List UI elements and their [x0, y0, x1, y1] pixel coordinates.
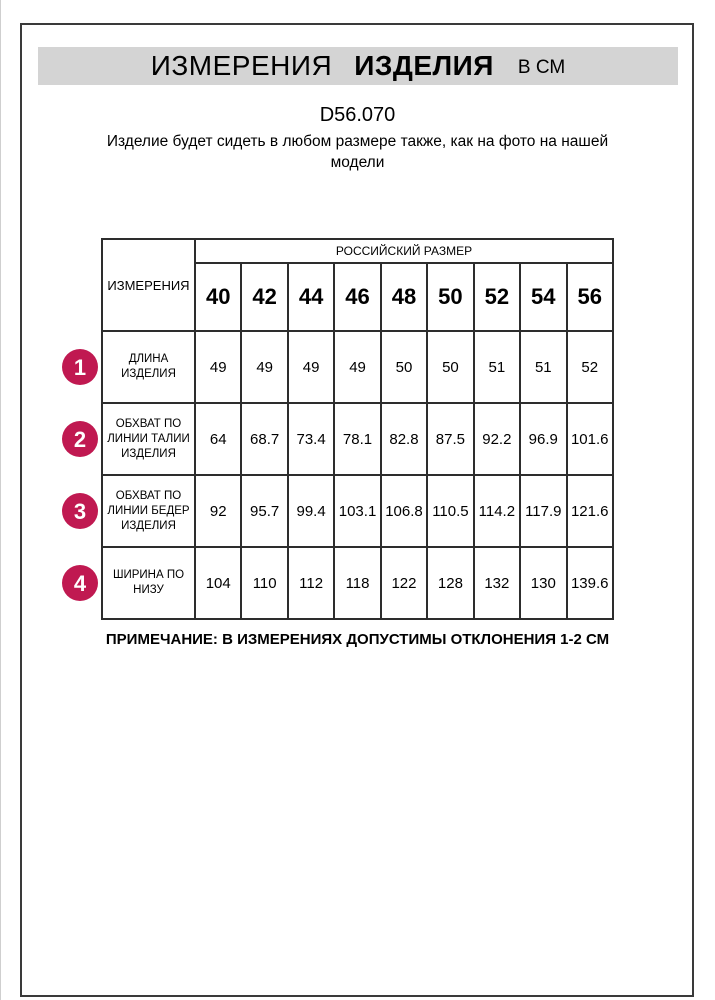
- measurement-value: 50: [427, 331, 473, 403]
- size-table-body: [73, 331, 613, 619]
- size-column-header: 46: [334, 263, 380, 331]
- row-number-badge: 1: [62, 349, 98, 385]
- measurement-label-text: ШИРИНА ПО НИЗУ: [112, 569, 185, 596]
- size-column-header: 50: [427, 263, 473, 331]
- table-row: [102, 331, 613, 403]
- group-header-row: [102, 239, 613, 263]
- measurement-value: 82.8: [381, 403, 427, 475]
- table-row: [102, 547, 613, 619]
- size-column-header: 52: [474, 263, 520, 331]
- measurement-value: 122: [381, 547, 427, 619]
- measurement-value: 104: [195, 547, 241, 619]
- page-title-product: ИЗДЕЛИЯ: [354, 50, 494, 81]
- page-title-main: ИЗМЕРЕНИЯ: [150, 50, 333, 81]
- measurement-label-cell: [73, 475, 195, 547]
- measurement-value: 92: [195, 475, 241, 547]
- measurement-value: 101.6: [567, 403, 614, 475]
- measurement-label-cell: [73, 331, 195, 403]
- measurement-value: 49: [241, 331, 287, 403]
- measurement-value: 103.1: [334, 475, 380, 547]
- measurement-label-text: ОБХВАТ ПО ЛИНИИ ТАЛИИ ИЗДЕЛИЯ: [107, 417, 190, 460]
- measurement-value: 49: [334, 331, 380, 403]
- size-column-header: 42: [241, 263, 287, 331]
- measurement-value: 117.9: [520, 475, 566, 547]
- description-text: Изделие будет сидеть в любом размере также, как на фото на нашей модели: [106, 133, 609, 171]
- measurement-value: 106.8: [381, 475, 427, 547]
- measurement-value: 96.9: [520, 403, 566, 475]
- article-code: D56.070: [319, 104, 396, 126]
- size-column-header: 54: [520, 263, 566, 331]
- measurement-value: 49: [195, 331, 241, 403]
- measurement-label-text: ДЛИНА ИЗДЕЛИЯ: [121, 353, 176, 380]
- note-text: ПРИМЕЧАНИЕ: В ИЗМЕРЕНИЯХ ДОПУСТИМЫ ОТКЛОНЕНИЯ 1-2 СМ: [105, 631, 610, 648]
- measurement-label-cell: [73, 547, 195, 619]
- header-bar: [38, 47, 678, 85]
- measurement-value: 130: [520, 547, 566, 619]
- measurement-value: 73.4: [288, 403, 334, 475]
- size-column-header: 40: [195, 263, 241, 331]
- measurement-value: 68.7: [241, 403, 287, 475]
- measurement-value: 139.6: [567, 547, 614, 619]
- measurement-value: 51: [520, 331, 566, 403]
- russian-size-group-header: РОССИЙСКИЙ РАЗМЕР: [195, 239, 613, 263]
- row-number-badge: 4: [62, 565, 98, 601]
- table-row: [102, 403, 613, 475]
- measurement-value: 95.7: [241, 475, 287, 547]
- measurement-value: 78.1: [334, 403, 380, 475]
- measurement-value: 51: [474, 331, 520, 403]
- row-number-badge: 2: [62, 421, 98, 457]
- measurements-corner-label: ИЗМЕРЕНИЯ: [102, 239, 195, 331]
- size-table-head: [102, 239, 613, 331]
- page-title-unit: В СМ: [517, 57, 566, 78]
- measurement-value: 121.6: [567, 475, 614, 547]
- measurement-value: 132: [474, 547, 520, 619]
- measurement-value: 64: [195, 403, 241, 475]
- measurement-value: 99.4: [288, 475, 334, 547]
- measurement-value: 112: [288, 547, 334, 619]
- size-table: [73, 238, 614, 620]
- table-row: [102, 475, 613, 547]
- size-column-header: 48: [381, 263, 427, 331]
- measurement-value: 87.5: [427, 403, 473, 475]
- measurement-label-cell: [73, 403, 195, 475]
- measurement-value: 110: [241, 547, 287, 619]
- measurement-value: 118: [334, 547, 380, 619]
- measurement-value: 128: [427, 547, 473, 619]
- size-column-header: 44: [288, 263, 334, 331]
- row-number-badge: 3: [62, 493, 98, 529]
- measurement-value: 114.2: [474, 475, 520, 547]
- measurement-value: 110.5: [427, 475, 473, 547]
- measurement-value: 92.2: [474, 403, 520, 475]
- measurement-value: 49: [288, 331, 334, 403]
- size-column-header: 56: [567, 263, 614, 331]
- measurement-label-text: ОБХВАТ ПО ЛИНИИ БЕДЕР ИЗДЕЛИЯ: [107, 489, 190, 532]
- measurement-value: 52: [567, 331, 614, 403]
- measurement-value: 50: [381, 331, 427, 403]
